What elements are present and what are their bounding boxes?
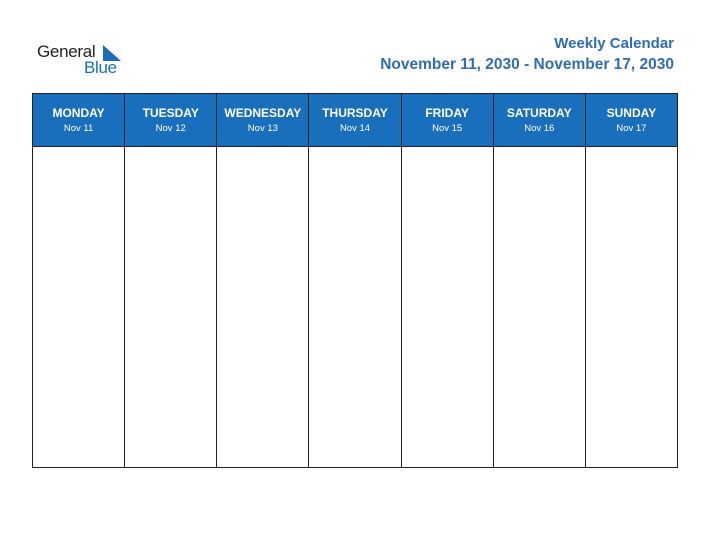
- day-date: Nov 12: [155, 123, 186, 134]
- date-range: November 11, 2030 - November 17, 2030: [380, 56, 674, 73]
- logo-general-text: General: [37, 42, 96, 61]
- title-block: [380, 34, 674, 76]
- day-header: [586, 94, 677, 147]
- day-header: [217, 94, 308, 147]
- day-date: Nov 17: [616, 123, 647, 134]
- day-column-monday: [33, 94, 125, 467]
- day-column-thursday: [309, 94, 401, 467]
- generalblue-logo: [37, 42, 127, 78]
- day-header: [494, 94, 585, 147]
- day-cell[interactable]: [217, 147, 308, 467]
- day-header: [33, 94, 124, 147]
- day-cell[interactable]: [494, 147, 585, 467]
- day-column-wednesday: [217, 94, 309, 467]
- day-name: FRIDAY: [425, 106, 469, 120]
- day-cell[interactable]: [33, 147, 124, 467]
- page-title: Weekly Calendar: [554, 35, 674, 52]
- day-header: [402, 94, 493, 147]
- day-date: Nov 15: [432, 123, 463, 134]
- day-name: MONDAY: [52, 106, 105, 120]
- day-column-saturday: [494, 94, 586, 467]
- day-cell[interactable]: [586, 147, 677, 467]
- day-header: [309, 94, 400, 147]
- day-name: SUNDAY: [606, 106, 657, 120]
- day-name: THURSDAY: [322, 106, 388, 120]
- day-date: Nov 14: [339, 123, 371, 134]
- day-date: Nov 16: [524, 123, 555, 134]
- day-name: SATURDAY: [506, 106, 572, 120]
- week-grid: [32, 93, 678, 468]
- day-date: Nov 11: [63, 123, 94, 134]
- day-name: WEDNESDAY: [224, 106, 302, 120]
- day-cell[interactable]: [125, 147, 216, 467]
- day-column-sunday: [586, 94, 677, 467]
- day-date: Nov 13: [247, 123, 278, 134]
- logo-blue-text: Blue: [84, 58, 117, 77]
- day-column-friday: [402, 94, 494, 467]
- day-name: TUESDAY: [142, 106, 199, 120]
- day-cell[interactable]: [402, 147, 493, 467]
- day-header: [125, 94, 216, 147]
- day-column-tuesday: [125, 94, 217, 467]
- day-cell[interactable]: [309, 147, 400, 467]
